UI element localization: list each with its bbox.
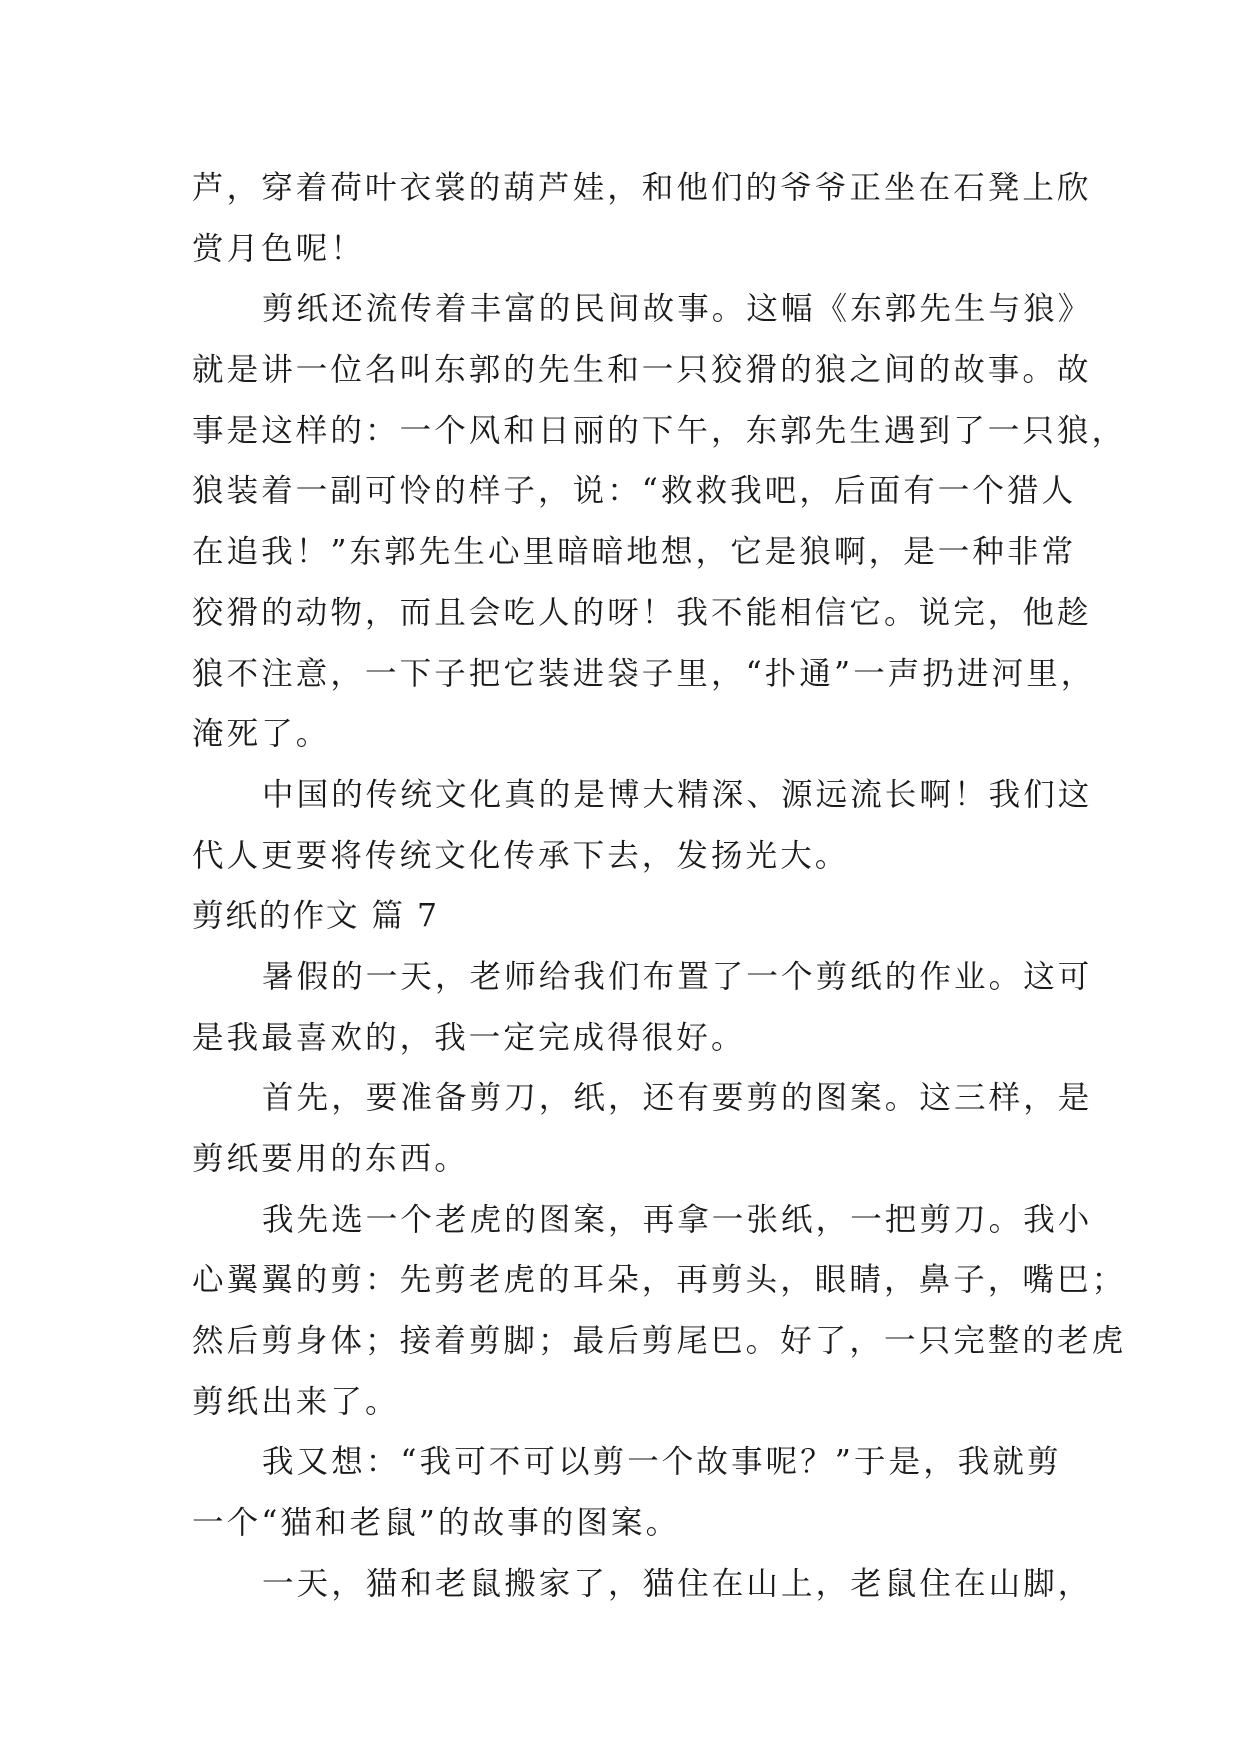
text-line: 淹死了。 <box>192 716 331 753</box>
text-line: 一个“猫和老鼠”的故事的图案。 <box>192 1505 681 1542</box>
text-line: 狼不注意，一下子把它装进袋子里，“扑通”一声扔进河里， <box>192 655 1096 692</box>
text-line: 心翼翼的剪：先剪老虎的耳朵，再剪头，眼睛，鼻子，嘴巴； <box>192 1262 1127 1299</box>
text-line: 首先，要准备剪刀，纸，还有要剪的图案。这三样，是 <box>262 1080 1093 1117</box>
text-line: 芦，穿着荷叶衣裳的葫芦娃，和他们的爷爷正坐在石凳上欣 <box>192 170 1092 206</box>
text-line: 暑假的一天，老师给我们布置了一个剪纸的作业。这可 <box>262 958 1093 995</box>
text-line: 我先选一个老虎的图案，再拿一张纸，一把剪刀。我小 <box>262 1201 1093 1238</box>
section-heading: 剪纸的作文 篇 7 <box>192 898 440 935</box>
text-line: 狼装着一副可怜的样子，说：“救救我吧，后面有一个猎人 <box>192 473 1077 510</box>
text-line: 事是这样的：一个风和日丽的下午，东郭先生遇到了一只狼， <box>192 412 1127 449</box>
text-line: 中国的传统文化真的是博大精深、源远流长啊！我们这 <box>262 776 1093 813</box>
text-line: 剪纸要用的东西。 <box>192 1141 469 1177</box>
text-line: 我又想：“我可不可以剪一个故事呢？”于是，我就剪 <box>262 1444 1062 1481</box>
text-line: 在追我！”东郭先生心里暗暗地想，它是狼啊，是一种非常 <box>192 534 1077 571</box>
text-line: 剪纸还流传着丰富的民间故事。这幅《东郭先生与狼》 <box>262 291 1093 328</box>
text-line: 一天，猫和老鼠搬家了，猫住在山上，老鼠住在山脚， <box>262 1565 1093 1602</box>
document-body <box>192 158 1127 1615</box>
text-line: 狡猾的动物，而且会吃人的呀！我不能相信它。说完，他趁 <box>192 594 1092 631</box>
text-line: 然后剪身体；接着剪脚；最后剪尾巴。好了，一只完整的老虎 <box>192 1323 1127 1360</box>
text-line: 剪纸出来了。 <box>192 1383 400 1420</box>
text-line: 赏月色呢！ <box>192 230 366 267</box>
text-line: 是我最喜欢的，我一定完成得很好。 <box>192 1019 746 1056</box>
text-line: 代人更要将传统文化传承下去，发扬光大。 <box>192 837 850 874</box>
text-line: 就是讲一位名叫东郭的先生和一只狡猾的狼之间的故事。故 <box>192 352 1092 389</box>
